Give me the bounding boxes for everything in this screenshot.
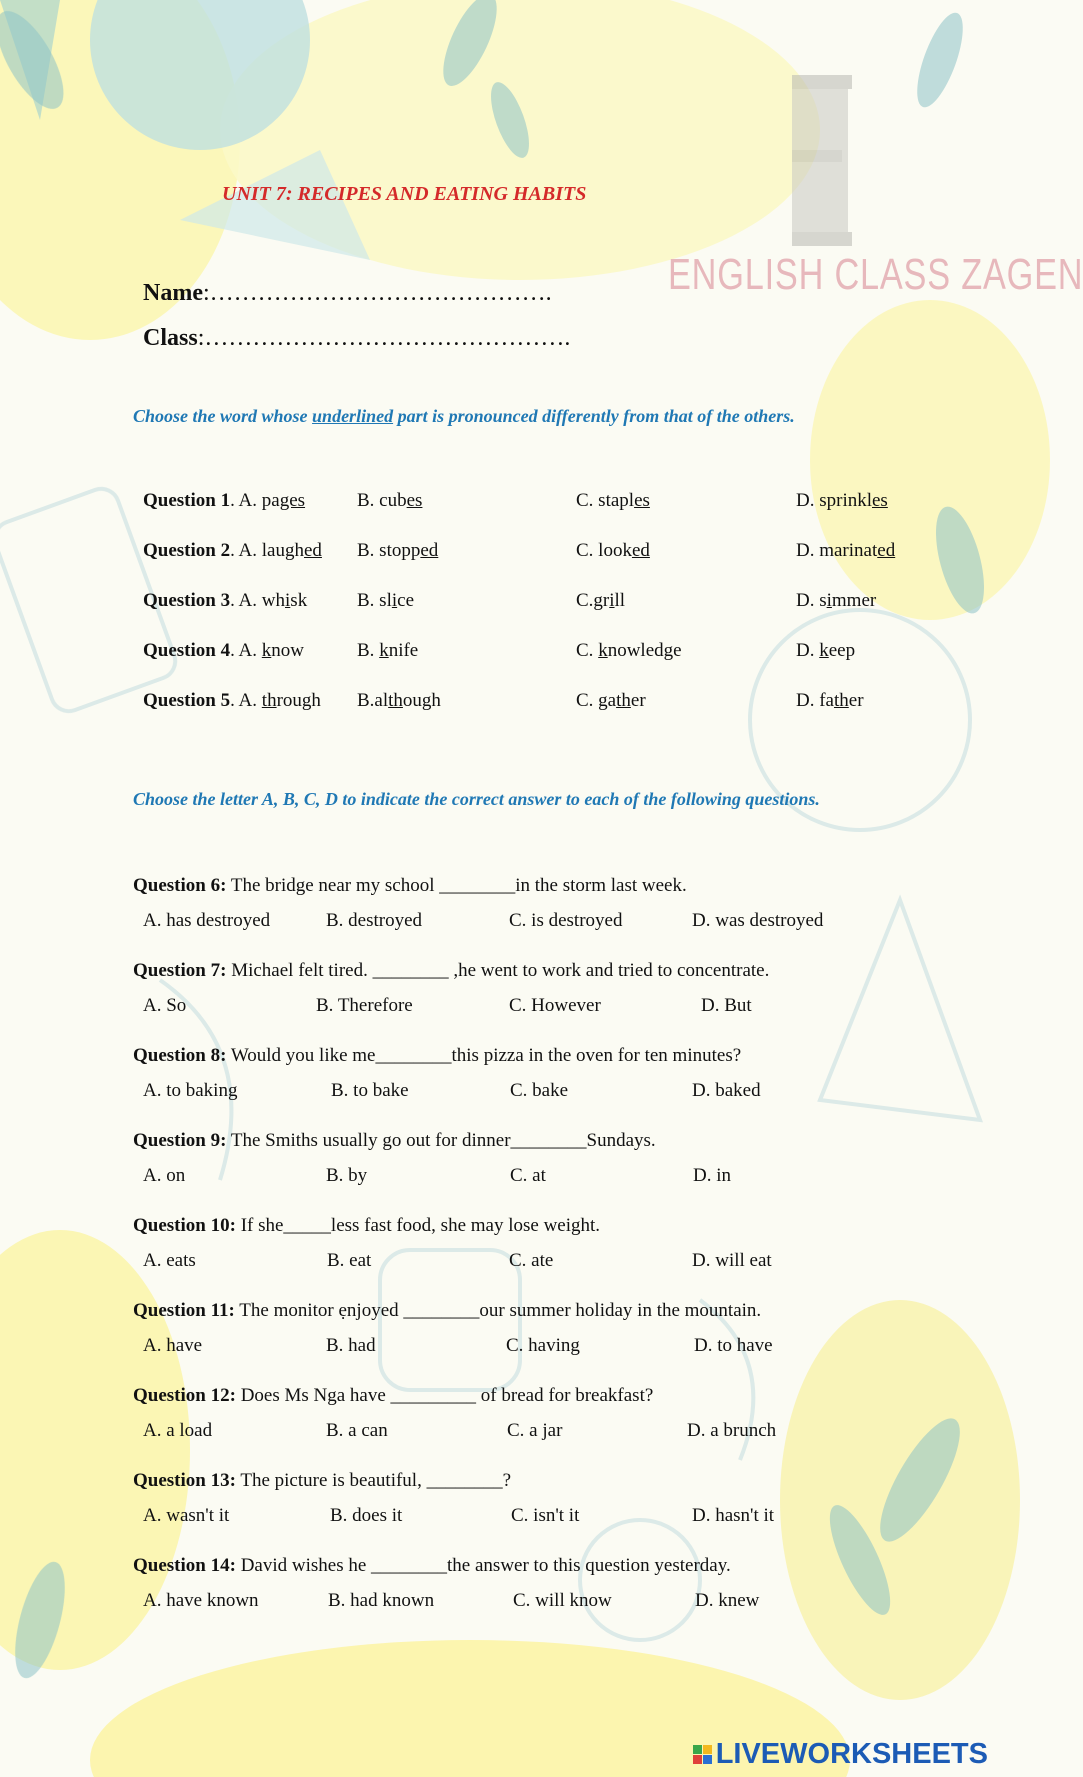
brand-text: LIVEWORKSHEETS bbox=[715, 1738, 988, 1770]
underlined-part: th bbox=[616, 690, 631, 711]
answer-option[interactable]: B. had bbox=[326, 1335, 376, 1356]
answer-option[interactable] bbox=[576, 640, 682, 662]
option-text: B.al bbox=[357, 690, 389, 711]
answer-option[interactable]: C. ate bbox=[509, 1250, 554, 1271]
answer-option[interactable]: C. at bbox=[510, 1165, 546, 1186]
option-text: nife bbox=[388, 640, 419, 661]
question-stem: The monitor ẹnjoyed ________our summer holiday in the mountain. bbox=[234, 1300, 762, 1321]
answer-option[interactable]: A. So bbox=[143, 995, 187, 1016]
question-text bbox=[133, 1555, 731, 1577]
underlined-part: es bbox=[406, 490, 423, 511]
question-text bbox=[133, 1385, 653, 1407]
options-row bbox=[143, 1505, 903, 1529]
answer-option[interactable] bbox=[796, 540, 895, 562]
answer-option[interactable]: B. a can bbox=[326, 1420, 388, 1441]
answer-option[interactable] bbox=[357, 640, 418, 662]
question-label: Question 8: bbox=[133, 1045, 227, 1066]
answer-option[interactable] bbox=[576, 690, 646, 712]
pronunciation-row bbox=[143, 490, 943, 514]
answer-option[interactable] bbox=[357, 540, 438, 562]
answer-option[interactable] bbox=[357, 590, 414, 612]
instruction-post: part is pronounced differently from that of the others. bbox=[393, 406, 795, 426]
underlined-part: ed bbox=[304, 540, 322, 561]
answer-option[interactable]: A. on bbox=[143, 1165, 186, 1186]
name-dots: :……………………………………. bbox=[202, 280, 552, 306]
name-field[interactable] bbox=[143, 280, 552, 307]
section2-instruction: Choose the letter A, B, C, D to indicate the correct answer to each of the following questions. bbox=[133, 789, 820, 809]
answer-option[interactable]: B. Therefore bbox=[316, 995, 413, 1016]
class-label: Class bbox=[143, 325, 198, 351]
answer-option[interactable]: D. knew bbox=[695, 1590, 760, 1611]
option-text: ce bbox=[397, 590, 415, 611]
option-text: nowledge bbox=[607, 640, 682, 661]
option-text: D. bbox=[796, 640, 820, 661]
question-label: Question 7: bbox=[133, 960, 227, 981]
answer-option[interactable]: B. eat bbox=[327, 1250, 372, 1271]
question-label: Question 3 bbox=[143, 590, 231, 611]
underlined-part: th bbox=[261, 690, 277, 711]
answer-option[interactable]: D. But bbox=[701, 995, 752, 1016]
pronunciation-row bbox=[143, 540, 943, 564]
question-label: Question 4 bbox=[143, 640, 231, 661]
question-label: Question 11: bbox=[133, 1300, 235, 1321]
underlined-part: k bbox=[598, 640, 608, 661]
question-stem: The Smiths usually go out for dinner________Sundays. bbox=[226, 1130, 656, 1151]
underlined-part: ed bbox=[420, 540, 439, 561]
answer-option[interactable] bbox=[576, 590, 625, 612]
question-label: Question 1 bbox=[143, 490, 231, 511]
underlined-part: k bbox=[379, 640, 389, 661]
answer-option[interactable]: A. have known bbox=[143, 1590, 259, 1611]
underlined-part: th bbox=[833, 690, 849, 711]
underlined-part: k bbox=[261, 640, 272, 661]
pronunciation-row bbox=[143, 690, 943, 714]
underlined-part: i bbox=[285, 590, 291, 611]
answer-option[interactable] bbox=[357, 690, 441, 712]
answer-option[interactable]: A. wasn't it bbox=[143, 1505, 230, 1526]
answer-option[interactable]: A. has destroyed bbox=[143, 910, 271, 931]
answer-option[interactable]: C. is destroyed bbox=[509, 910, 623, 931]
option-text: C.gr bbox=[576, 590, 610, 611]
question-label: Question 14: bbox=[133, 1555, 236, 1576]
options-row bbox=[143, 1590, 903, 1614]
underlined-part: ed bbox=[631, 540, 650, 561]
underlined-part: i bbox=[609, 590, 615, 611]
question-stem: Michael felt tired. ________ ,he went to work and tried to concentrate. bbox=[226, 960, 770, 981]
answer-option[interactable]: C. However bbox=[509, 995, 601, 1016]
underlined-part: ges bbox=[279, 490, 306, 511]
answer-option[interactable]: D. baked bbox=[692, 1080, 761, 1101]
question-stem: The picture is beautiful, ________? bbox=[235, 1470, 512, 1491]
answer-option[interactable]: A. have bbox=[143, 1335, 203, 1356]
question-label: Question 13: bbox=[133, 1470, 236, 1491]
option-text: ll bbox=[614, 590, 626, 611]
instruction-pre: Choose the word whose bbox=[133, 406, 313, 426]
pronunciation-row bbox=[143, 640, 943, 664]
liveworksheets-logo-icon bbox=[693, 1745, 712, 1764]
option-text: . A. bbox=[230, 690, 262, 711]
option-text: . A. pa bbox=[230, 490, 280, 511]
question-text bbox=[133, 1300, 761, 1322]
options-row bbox=[143, 1250, 903, 1274]
answer-option[interactable]: C. having bbox=[506, 1335, 580, 1356]
option-text: C. ga bbox=[576, 690, 617, 711]
answer-option[interactable] bbox=[796, 640, 855, 662]
logo-letter bbox=[790, 60, 796, 71]
underlined-part: i bbox=[826, 590, 832, 611]
question-label: Question 12: bbox=[133, 1385, 236, 1406]
option-text: D. fa bbox=[796, 690, 834, 711]
question-text bbox=[133, 1215, 600, 1237]
option-text: mmer bbox=[831, 590, 877, 611]
option-text: . A. bbox=[230, 640, 262, 661]
answer-option[interactable] bbox=[143, 590, 307, 612]
underlined-part: th bbox=[388, 690, 403, 711]
answer-option[interactable]: A. a load bbox=[143, 1420, 213, 1441]
answer-option[interactable]: B. does it bbox=[330, 1505, 403, 1526]
answer-option[interactable]: B. destroyed bbox=[326, 910, 423, 931]
question-text bbox=[133, 960, 769, 982]
answer-option[interactable] bbox=[796, 590, 876, 612]
answer-option[interactable]: C. bake bbox=[510, 1080, 569, 1101]
liveworksheets-brand[interactable] bbox=[693, 1738, 988, 1771]
instruction-underlined: underlined bbox=[312, 406, 394, 426]
option-text: D. s bbox=[796, 590, 827, 611]
question-label: Question 6: bbox=[133, 875, 227, 896]
question-text bbox=[133, 875, 687, 897]
answer-option[interactable]: C. will know bbox=[513, 1590, 612, 1611]
answer-option[interactable]: C. isn't it bbox=[511, 1505, 580, 1526]
options-row bbox=[143, 995, 903, 1019]
underlined-part: k bbox=[819, 640, 829, 661]
answer-option[interactable]: D. will eat bbox=[692, 1250, 772, 1271]
answer-option[interactable] bbox=[576, 540, 650, 562]
answer-option[interactable]: A. to baking bbox=[143, 1080, 238, 1101]
underlined-part: es bbox=[872, 490, 888, 511]
option-text: . A. wh bbox=[230, 590, 286, 611]
answer-option[interactable]: D. to have bbox=[694, 1335, 773, 1356]
option-text: D. sprinkl bbox=[796, 490, 872, 511]
answer-option[interactable] bbox=[576, 490, 650, 512]
name-label: Name bbox=[143, 280, 203, 306]
option-text: now bbox=[271, 640, 305, 661]
option-text: C. look bbox=[576, 540, 632, 561]
question-label: Question 5 bbox=[143, 690, 231, 711]
option-text: B. sl bbox=[357, 590, 392, 611]
options-row bbox=[143, 910, 903, 934]
options-row bbox=[143, 1165, 903, 1189]
answer-option[interactable]: A. eats bbox=[143, 1250, 196, 1271]
question-stem: Does Ms Nga have _________ of bread for breakfast? bbox=[235, 1385, 654, 1406]
section1-instruction bbox=[133, 399, 867, 434]
option-text: B. cub bbox=[357, 490, 407, 511]
option-text: . A. laugh bbox=[230, 540, 304, 561]
question-text bbox=[133, 1130, 656, 1152]
option-text: C. bbox=[576, 640, 599, 661]
page-title: UNIT 7: RECIPES AND EATING HABITS bbox=[222, 183, 587, 205]
answer-option[interactable]: B. by bbox=[326, 1165, 368, 1186]
option-text: rough bbox=[276, 690, 321, 711]
option-text: ough bbox=[402, 690, 441, 711]
answer-option[interactable] bbox=[143, 640, 304, 662]
options-row bbox=[143, 1335, 903, 1359]
underlined-part: i bbox=[391, 590, 398, 611]
options-row bbox=[143, 1080, 903, 1104]
question-label: Question 10: bbox=[133, 1215, 236, 1236]
option-text: er bbox=[848, 690, 864, 711]
question-stem: If she_____less fast food, she may lose weight. bbox=[235, 1215, 601, 1236]
answer-option[interactable]: B. to bake bbox=[331, 1080, 409, 1101]
question-stem: Would you like me________this pizza in the oven for ten minutes? bbox=[226, 1045, 742, 1066]
question-text bbox=[133, 1470, 511, 1492]
answer-option[interactable] bbox=[143, 540, 322, 562]
underlined-part: es bbox=[634, 490, 650, 511]
logo-text: ENGLISH CLASS ZAGEN bbox=[668, 250, 1083, 299]
question-stem: The bridge near my school ________in the storm last week. bbox=[226, 875, 687, 896]
class-dots: :………………………………………. bbox=[197, 325, 571, 351]
answer-option[interactable] bbox=[143, 690, 321, 712]
answer-option[interactable]: B. had known bbox=[328, 1590, 435, 1611]
option-text: sk bbox=[290, 590, 308, 611]
option-text: C. stapl bbox=[576, 490, 635, 511]
underlined-part: ed bbox=[877, 540, 896, 561]
option-text: B. bbox=[357, 640, 380, 661]
answer-option[interactable] bbox=[143, 490, 305, 512]
answer-option[interactable]: D. in bbox=[693, 1165, 731, 1186]
option-text: B. stopp bbox=[357, 540, 421, 561]
answer-option[interactable] bbox=[796, 690, 864, 712]
option-text: er bbox=[630, 690, 646, 711]
answer-option[interactable] bbox=[796, 490, 888, 512]
options-row bbox=[143, 1420, 903, 1444]
answer-option[interactable]: D. was destroyed bbox=[692, 910, 824, 931]
question-label: Question 9: bbox=[133, 1130, 227, 1151]
question-label: Question 2 bbox=[143, 540, 231, 561]
answer-option[interactable] bbox=[357, 490, 422, 512]
answer-option[interactable]: C. a jar bbox=[507, 1420, 563, 1441]
answer-option[interactable]: D. hasn't it bbox=[692, 1505, 775, 1526]
option-text: D. marinat bbox=[796, 540, 878, 561]
option-text: eep bbox=[828, 640, 856, 661]
question-stem: David wishes he ________the answer to this question yesterday. bbox=[235, 1555, 731, 1576]
answer-option[interactable]: D. a brunch bbox=[687, 1420, 777, 1441]
pronunciation-row bbox=[143, 590, 943, 614]
question-text bbox=[133, 1045, 741, 1067]
class-field[interactable] bbox=[143, 325, 570, 352]
